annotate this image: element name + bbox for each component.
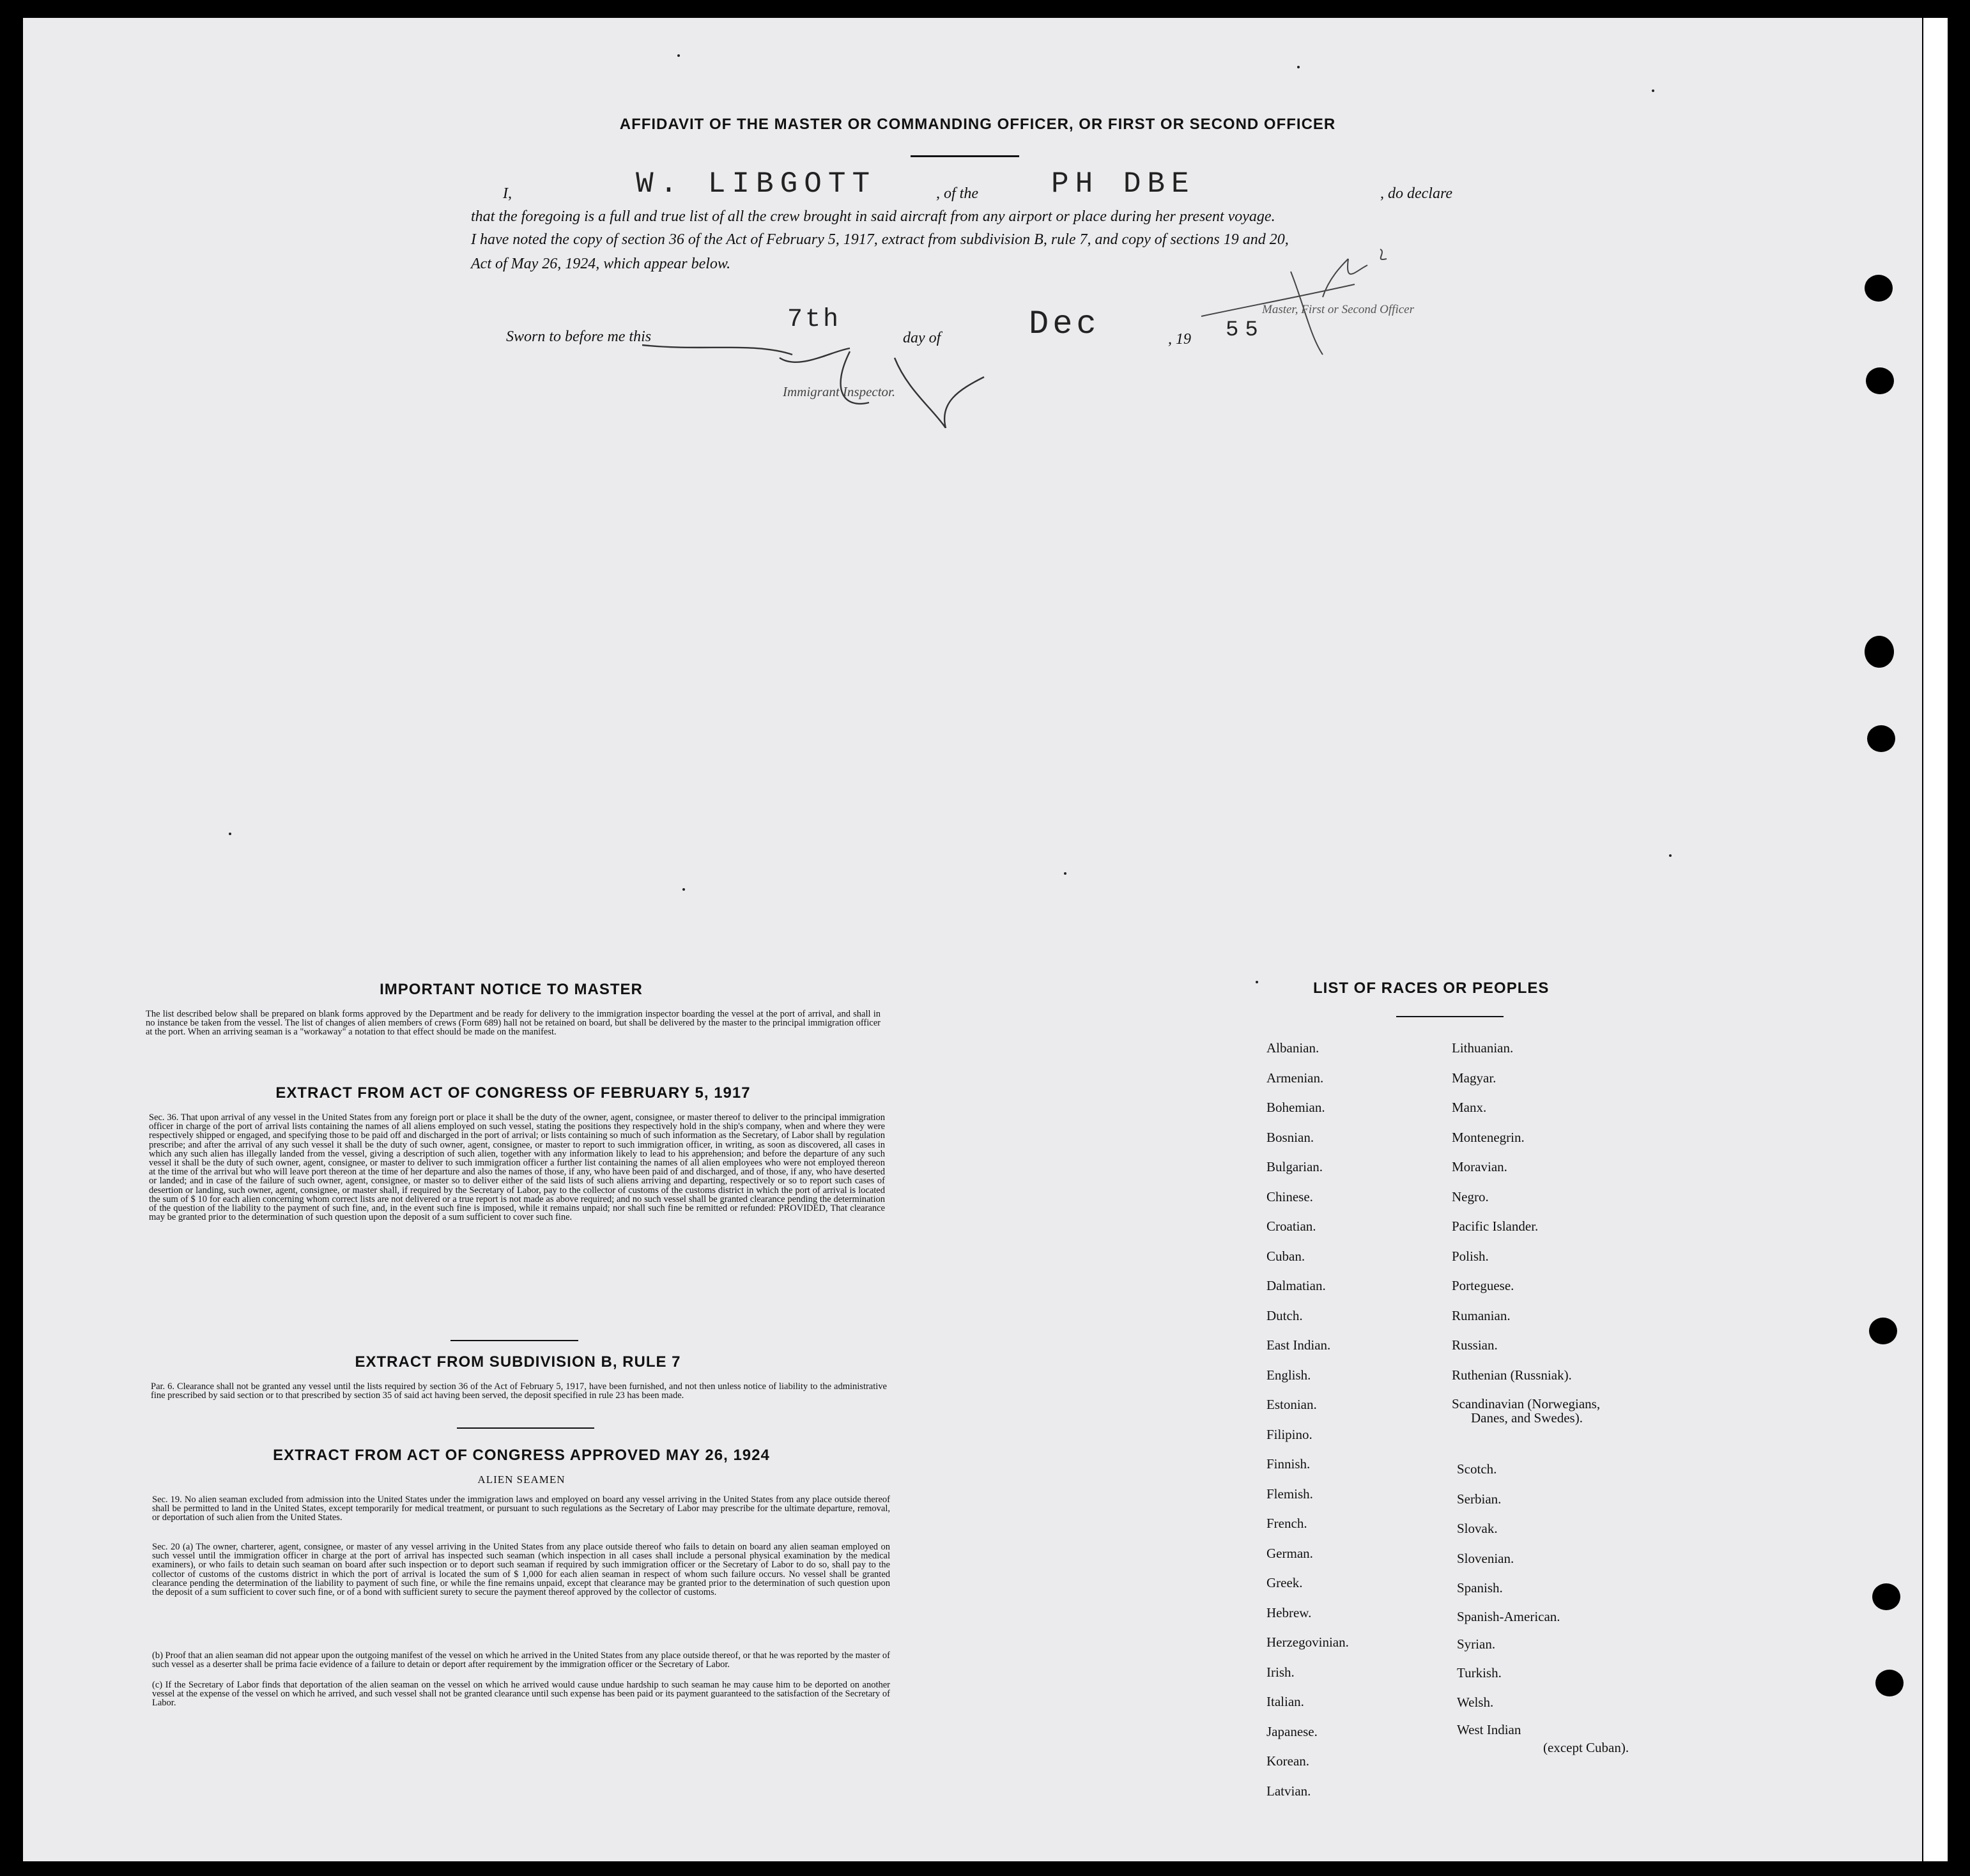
scan-speck	[677, 54, 680, 57]
aircraft-handwritten: PH DBE	[1051, 167, 1196, 201]
race-item: Montenegrin.	[1452, 1129, 1525, 1145]
race-item: English.	[1266, 1367, 1311, 1383]
race-item-continuation: Danes, and Swedes).	[1471, 1410, 1583, 1426]
race-item: Herzegovinian.	[1266, 1634, 1349, 1650]
day-of-label: day of	[903, 330, 941, 346]
punch-hole	[1869, 1318, 1897, 1344]
race-item: Armenian.	[1266, 1070, 1324, 1086]
punch-hole	[1872, 1583, 1900, 1610]
declaration-i-label: I,	[503, 185, 512, 202]
affidavit-title: AFFIDAVIT OF THE MASTER OR COMMANDING OFFICER, OR FIRST OR SECOND OFFICER	[619, 116, 1336, 133]
scan-speck	[1064, 872, 1066, 875]
page-edge	[1923, 18, 1948, 1861]
race-item: East Indian.	[1266, 1337, 1331, 1353]
race-item: Welsh.	[1457, 1695, 1494, 1710]
declaration-line-2: that the foregoing is a full and true list of all the crew brought in said aircraft from any airport or place during her present voyage.	[471, 208, 1275, 225]
scan-speck	[682, 888, 685, 891]
inspector-label: Immigrant Inspector.	[783, 384, 896, 399]
sworn-label: Sworn to before me this	[506, 328, 652, 345]
do-declare-label: , do declare	[1380, 185, 1453, 202]
scan-speck	[1297, 66, 1300, 68]
punch-hole	[1875, 1670, 1904, 1696]
races-column-2	[1452, 1033, 1600, 1424]
scan-speck	[1652, 89, 1654, 92]
race-item: Flemish.	[1266, 1486, 1313, 1502]
race-item: Magyar.	[1452, 1070, 1497, 1086]
scan-speck	[229, 833, 231, 835]
sec-19-text: Sec. 19. No alien seaman excluded from admission into the United States under the immigration laws and employed on board any vessel arriving in the United States from any place outside thereof shall be permitted to land in the United States, except temporarily for medical treatment, or pursuant to such regulations as the Secretary of Labor may prescribe for the ultimate departure, removal, or deportation of such alien from the United States.	[152, 1495, 890, 1523]
race-item-continuation: (except Cuban).	[1543, 1739, 1629, 1755]
master-officer-label: Master, First or Second Officer	[1262, 303, 1415, 316]
race-item: Slovenian.	[1457, 1550, 1514, 1566]
race-item: Scandinavian (Norwegians,	[1452, 1396, 1601, 1411]
race-item: Rumanian.	[1452, 1307, 1511, 1323]
race-item: Lithuanian.	[1452, 1040, 1514, 1056]
sec-20a-text: Sec. 20 (a) The owner, charterer, agent, consignee, or master of any vessel arriving in the United States from any place outside thereof who fails to detain on board any alien seaman employed on such vessel until the immigration officer in charge at the port of arrival has inspected such seaman (which inspection in all cases shall include a personal physical examination by the medical examiners), or who fails to detain such seaman on board after such inspection or to deport such seaman if required by such immigration officer or the Secretary of Labor to do so, shall pay to the collector of customs of the customs district in which the port of arrival is located the sum of $ 1,000 for each alien seaman in respect of whom such failure occurs. No vessel shall be granted clearance pending the determination of the liability to payment of such fine, or while the fine remains unpaid, except that clearance may be granted prior to the determination of such question upon the deposit of a sum sufficient to cover such fine, or of a bond with sufficient surety to secure the payment thereof approved by the collector of customs.	[152, 1542, 890, 1598]
punch-hole	[1867, 725, 1895, 752]
race-item: Spanish.	[1457, 1580, 1503, 1595]
race-item: Bohemian.	[1266, 1100, 1325, 1115]
race-item: Chinese.	[1266, 1188, 1313, 1204]
race-item: Estonian.	[1266, 1397, 1317, 1412]
declaration-line-4: Act of May 26, 1924, which appear below.	[471, 256, 731, 272]
race-item: Japanese.	[1266, 1723, 1318, 1739]
extract-1917-title: EXTRACT FROM ACT OF CONGRESS OF FEBRUARY 5, 1917	[275, 1084, 751, 1102]
race-item: Dalmatian.	[1266, 1278, 1326, 1293]
scan-speck	[1669, 854, 1672, 857]
rule-7-title: EXTRACT FROM SUBDIVISION B, RULE 7	[355, 1353, 681, 1371]
punch-hole	[1865, 275, 1893, 302]
race-item: Albanian.	[1266, 1040, 1320, 1056]
race-item: Slovak.	[1457, 1521, 1498, 1536]
race-item: Negro.	[1452, 1188, 1489, 1204]
race-item: Manx.	[1452, 1100, 1487, 1115]
race-item: Moravian.	[1452, 1159, 1507, 1174]
race-item: Irish.	[1266, 1664, 1295, 1680]
race-item: Cuban.	[1266, 1248, 1305, 1264]
notice-title: IMPORTANT NOTICE TO MASTER	[380, 981, 643, 998]
race-item: Finnish.	[1266, 1456, 1311, 1472]
race-item: Russian.	[1452, 1337, 1498, 1353]
race-item: Syrian.	[1457, 1636, 1496, 1652]
race-item: French.	[1266, 1516, 1307, 1531]
section-rule	[450, 1340, 578, 1341]
race-item: Italian.	[1266, 1694, 1304, 1709]
extract-1917-text: Sec. 36. That upon arrival of any vessel in the United States from any foreign port or place it shall be the duty of the owner, agent, consignee, or master thereof to deliver to the principal immigration officer in charge of the port of arrival lists containing the names of all aliens employed on such vessel, stating the positions they respectively hold in the ship's company, when and where they were respectively shipped or engaged, and specifying those to be paid off and discharged in the port of arrival; or lists containing so much of such information as the Secretary, of Labor shall by regulation prescribe; and after the arrival of any such vessel it shall be the duty of such owner, agent, consignee, or master to report to such immigration officer, in writing, as soon as discovered, all cases in which any such alien has illegally landed from the vessel, giving a description of such alien, together with any information likely to lead to his apprehension; and before the departure of any such vessel it shall be the duty of such owner, agent, consignee, or master to deliver to such immigration officer a further list containing the names of all alien employees who were not employed thereon at the time of the arrival but who will leave port thereon at the time of her departure and also the names of those, if any, who have been paid of and discharged, and of those, if any, who have deserted or landed; and in case of the failure of such owner, agent, consignee, or master so to deliver either of the said lists of such aliens arriving and departing, respectively or so to report such cases of desertion or landing, such owner, agent, consignee, or master shall, if required by the Secretary of Labor, pay to the collector of customs of the customs district in which the port of arrival is located the sum of $ 10 for each alien concerning whom correct lists are not delivered or a true report is not made as above required; and no such vessel shall be granted clearance pending the determination of the question of the liability to the payment of such fine, and, in the event such fine is imposed, while it remains unpaid; nor shall such fine be remitted or refunded: PROVIDED, That clearance may be granted prior to the determination of such question upon the deposit of a sum sufficient to cover such fine.	[149, 1112, 885, 1223]
races-column-2-lower	[1457, 1454, 1629, 1753]
notice-text: The list described below shall be prepared on blank forms approved by the Department and be ready for delivery to the immigration inspector boarding the vessel at the port of arrival, and shall in no instance be taken from the vessel. The list of changes of alien members of crews (Form 689) hall not be retained on board, but shall be delivered by the master to the principal immigration officer at the port. When an arriving seaman is a "workaway" a notation to that effect should be made on the manifest.	[146, 1009, 881, 1038]
inspector-signature	[639, 332, 997, 428]
race-item: Filipino.	[1266, 1426, 1312, 1442]
declaration-line-3: I have noted the copy of section 36 of the Act of February 5, 1917, extract from subdivision B, rule 7, and copy of sections 19 and 20,	[471, 231, 1289, 248]
extract-1924-title: EXTRACT FROM ACT OF CONGRESS APPROVED MAY 26, 1924	[273, 1447, 770, 1464]
section-rule	[457, 1427, 594, 1429]
races-title: LIST OF RACES OR PEOPLES	[1313, 980, 1550, 997]
rule-7-text: Par. 6. Clearance shall not be granted any vessel until the lists required by section 36 of the Act of February 5, 1917, have been furnished, and not then unless notice of liability to the administrative fine prescribed by said section or to that prescribed by section 35 of said act having been served, the deposit specified in rule 23 has been made.	[151, 1381, 887, 1401]
races-title-rule	[1396, 1016, 1504, 1017]
race-item: Greek.	[1266, 1575, 1303, 1590]
race-item: Serbian.	[1457, 1491, 1502, 1507]
master-name-handwritten: W. LIBGOTT	[636, 167, 877, 201]
race-item: Ruthenian (Russniak).	[1452, 1367, 1572, 1383]
race-item: German.	[1266, 1545, 1313, 1561]
month-handwritten: Dec	[1029, 305, 1100, 343]
sec-20c-text: (c) If the Secretary of Labor finds that deportation of the alien seaman on the vessel on which he arrived would cause undue hardship to such seaman he may cause him to be deported on another vessel at the expense of the vessel on which he arrived, and such vessel shall not be granted clearance until such expense has been paid or its payment guaranteed to the satisfaction of the Secretary of Labor.	[152, 1680, 890, 1709]
race-item: Croatian.	[1266, 1219, 1316, 1234]
race-item: Porteguese.	[1452, 1278, 1514, 1293]
punch-hole	[1865, 636, 1894, 668]
year-prefix: , 19	[1168, 331, 1191, 348]
race-item: Bulgarian.	[1266, 1159, 1323, 1174]
race-item: Hebrew.	[1266, 1604, 1312, 1620]
of-the-label: , of the	[936, 185, 978, 202]
race-item: Dutch.	[1266, 1307, 1303, 1323]
race-item: Pacific Islander.	[1452, 1219, 1539, 1234]
title-rule	[911, 155, 1019, 157]
race-item: Polish.	[1452, 1248, 1489, 1264]
scan-speck	[1256, 981, 1258, 983]
race-item: Spanish-American.	[1457, 1608, 1560, 1624]
race-item: Bosnian.	[1266, 1129, 1314, 1145]
sec-20b-text: (b) Proof that an alien seaman did not appear upon the outgoing manifest of the vessel on which he arrived in the United States from any place outside thereof, or that he was reported by the master of such vessel as a deserter shall be prima facie evidence of a failure to detain or deport after requirement by the immigration officer or the Secretary of Labor.	[152, 1650, 890, 1670]
day-handwritten: 7th	[787, 305, 842, 334]
year-handwritten: 55	[1226, 318, 1265, 342]
race-item: West Indian	[1457, 1721, 1521, 1737]
races-column-1	[1266, 1033, 1349, 1806]
alien-seamen-subtitle: ALIEN SEAMEN	[477, 1473, 566, 1486]
race-item: Scotch.	[1457, 1461, 1497, 1477]
punch-hole	[1866, 367, 1894, 394]
race-item: Latvian.	[1266, 1783, 1311, 1799]
race-item: Turkish.	[1457, 1665, 1502, 1680]
race-item: Korean.	[1266, 1753, 1310, 1769]
